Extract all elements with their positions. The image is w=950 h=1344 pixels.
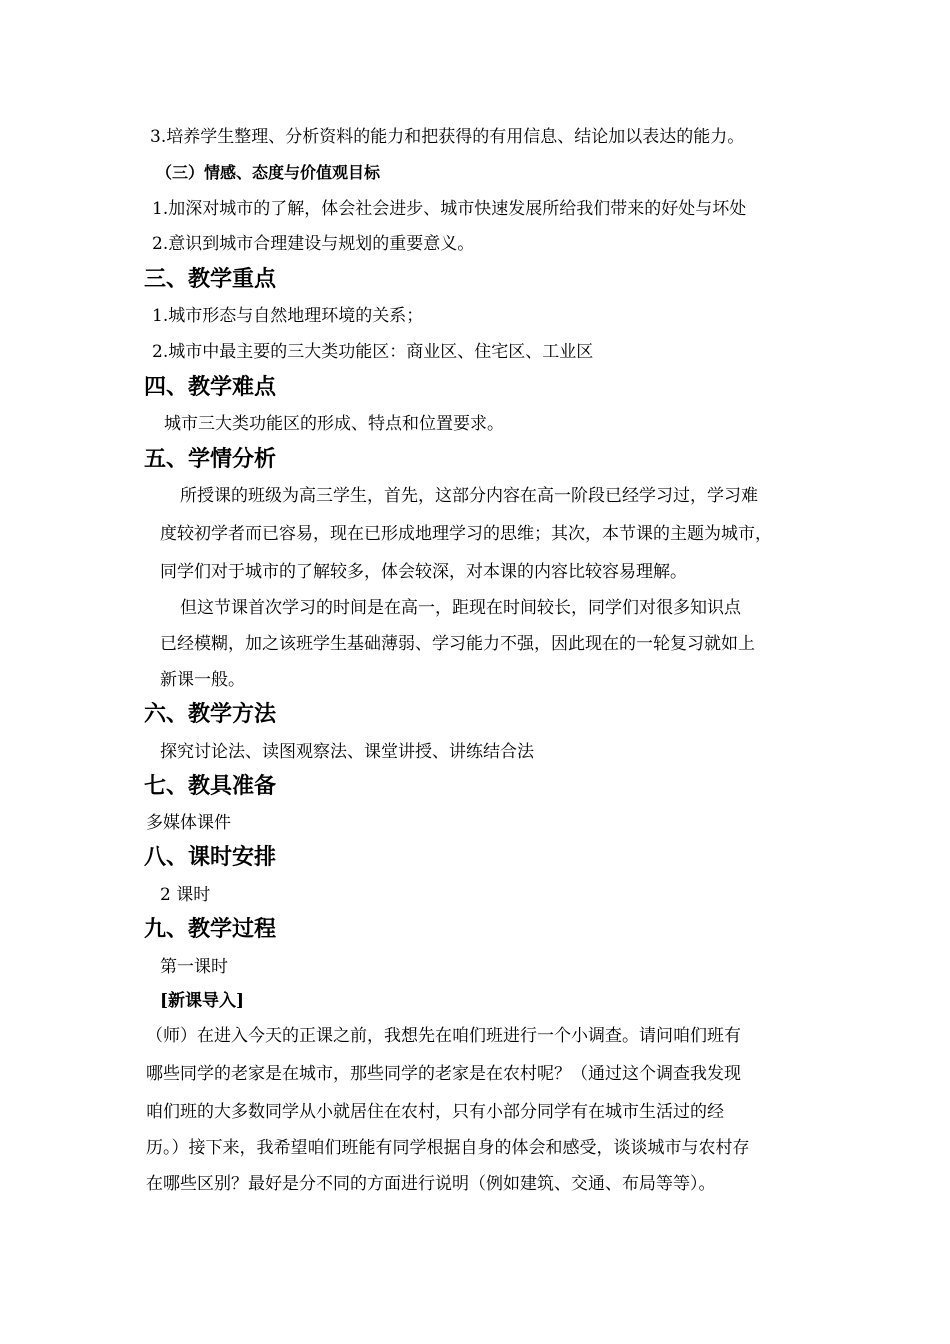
section-title-process: 九、教学过程 bbox=[144, 917, 277, 942]
intro-heading: [新课导入] bbox=[160, 991, 245, 1011]
intro-paragraph-line-4: 历。）接下来，我希望咱们班能有同学根据自身的体会和感受，谈谈城市与农村存 bbox=[146, 1138, 750, 1158]
section-title-student-analysis: 五、学情分析 bbox=[144, 447, 277, 472]
key-point-2: 2.城市中最主要的三大类功能区：商业区、住宅区、工业区 bbox=[152, 342, 594, 362]
key-point-1: 1.城市形态与自然地理环境的关系； bbox=[152, 306, 424, 326]
attitude-goal-2: 2.意识到城市合理建设与规划的重要意义。 bbox=[152, 234, 475, 254]
intro-paragraph-line-2: 哪些同学的老家是在城市，那些同学的老家是在农村呢？（通过这个调查我发现 bbox=[146, 1064, 741, 1084]
analysis-paragraph-1-line-3: 同学们对于城市的了解较多，体会较深，对本课的内容比较容易理解。 bbox=[160, 562, 687, 582]
lesson-label: 第一课时 bbox=[160, 957, 228, 977]
attitude-goal-1: 1.加深对城市的了解，体会社会进步、城市快速发展所给我们带来的好处与坏处 bbox=[152, 199, 747, 219]
attitude-goals-heading: （三）情感、态度与价值观目标 bbox=[156, 163, 381, 182]
analysis-paragraph-2-line-2: 已经模糊，加之该班学生基础薄弱、学习能力不强，因此现在的一轮复习就如上 bbox=[160, 634, 755, 654]
methods-text: 探究讨论法、读图观察法、课堂讲授、讲练结合法 bbox=[160, 742, 534, 762]
analysis-paragraph-2-line-3: 新课一般。 bbox=[160, 670, 245, 690]
tools-text: 多媒体课件 bbox=[146, 813, 231, 833]
analysis-paragraph-1-line-2: 度较初学者而已容易，现在已形成地理学习的思维；其次，本节课的主题为城市， bbox=[160, 524, 772, 544]
intro-paragraph-line-3: 咱们班的大多数同学从小就居住在农村，只有小部分同学有在城市生活过的经 bbox=[146, 1102, 724, 1122]
analysis-paragraph-1-line-1: 所授课的班级为高三学生，首先，这部分内容在高一阶段已经学习过，学习难 bbox=[180, 486, 758, 506]
analysis-paragraph-2-line-1: 但这节课首次学习的时间是在高一，距现在时间较长，同学们对很多知识点 bbox=[180, 598, 741, 618]
difficulty-1: 城市三大类功能区的形成、特点和位置要求。 bbox=[164, 414, 504, 434]
section-title-difficulties: 四、教学难点 bbox=[144, 375, 277, 400]
section-title-schedule: 八、课时安排 bbox=[144, 845, 277, 870]
intro-paragraph-line-5: 在哪些区别？最好是分不同的方面进行说明（例如建筑、交通、布局等等）。 bbox=[146, 1174, 716, 1194]
schedule-text: 2 课时 bbox=[160, 885, 211, 905]
objective-line-3: 3.培养学生整理、分析资料的能力和把获得的有用信息、结论加以表达的能力。 bbox=[150, 127, 745, 147]
intro-paragraph-line-1: （师）在进入今天的正课之前，我想先在咱们班进行一个小调查。请问咱们班有 bbox=[146, 1026, 741, 1046]
section-title-methods: 六、教学方法 bbox=[144, 702, 277, 727]
section-title-key-points: 三、教学重点 bbox=[144, 267, 277, 292]
section-title-tools: 七、教具准备 bbox=[144, 774, 277, 799]
